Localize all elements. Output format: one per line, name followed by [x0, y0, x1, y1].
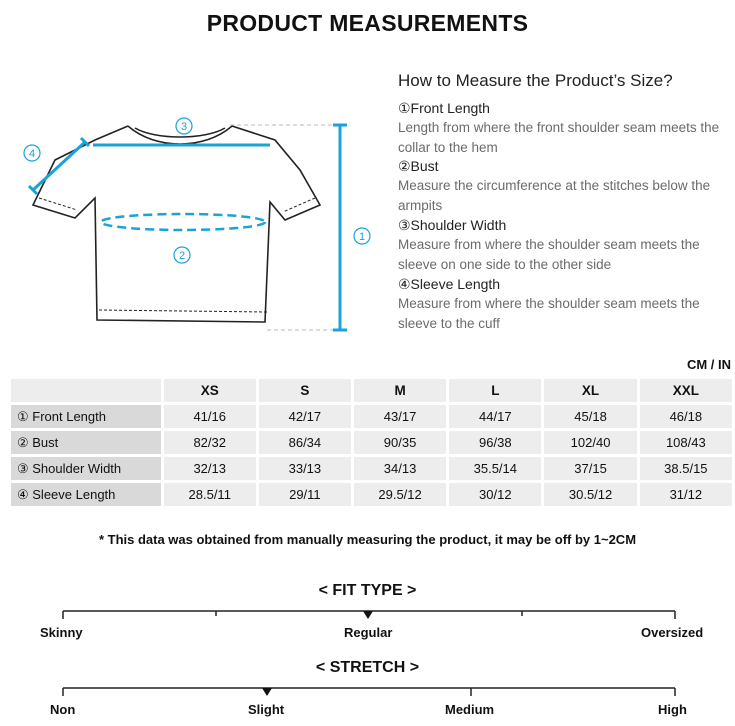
measurement-note: * This data was obtained from manually measuring the product, it may be off by 1~2CM — [98, 532, 637, 547]
stretch-scale — [55, 680, 685, 700]
table-cell: 29/11 — [259, 483, 351, 506]
table-row — [11, 457, 732, 480]
marker-1: 1 — [358, 231, 366, 243]
row-label: ② Bust — [11, 431, 161, 454]
fit-type-title: < FIT TYPE > — [318, 582, 417, 599]
table-cell: 42/17 — [259, 405, 351, 428]
table-cell: 29.5/12 — [354, 483, 446, 506]
table-cell: 32/13 — [164, 457, 256, 480]
table-row — [11, 483, 732, 506]
row-label: ④ Sleeve Length — [11, 483, 161, 506]
table-cell: 90/35 — [354, 431, 446, 454]
fit-label-skinny: Skinny — [40, 625, 83, 640]
size-header-l: L — [449, 379, 541, 402]
marker-4: 4 — [28, 148, 36, 160]
row-label: ③ Shoulder Width — [11, 457, 161, 480]
row-label: ① Front Length — [11, 405, 161, 428]
table-row — [11, 431, 732, 454]
table-cell: 28.5/11 — [164, 483, 256, 506]
table-cell: 35.5/14 — [449, 457, 541, 480]
size-header-xs: XS — [164, 379, 256, 402]
table-cell: 96/38 — [449, 431, 541, 454]
table-corner — [11, 379, 161, 402]
howto-item-desc: Measure from where the shoulder seam meets the sleeve to the cuff — [398, 296, 700, 331]
table-cell: 30/12 — [449, 483, 541, 506]
table-cell: 82/32 — [164, 431, 256, 454]
table-cell: 41/16 — [164, 405, 256, 428]
stretch-label-medium: Medium — [445, 702, 495, 717]
table-cell: 33/13 — [259, 457, 351, 480]
size-table — [8, 376, 735, 509]
table-cell: 108/43 — [640, 431, 732, 454]
howto-heading: How to Measure the Product’s Size? — [398, 71, 673, 90]
howto-item-desc: Measure from where the shoulder seam meets the sleeve on one side to the other side — [398, 237, 700, 272]
tshirt-outline — [33, 126, 320, 322]
unit-label: CM / IN — [686, 357, 731, 372]
fit-type-scale — [55, 603, 685, 623]
howto-item-label: ①Front Length — [398, 100, 490, 116]
marker-2: 2 — [178, 250, 186, 262]
howto-item-label: ④Sleeve Length — [398, 276, 501, 292]
fit-label-oversized: Oversized — [641, 625, 704, 640]
stretch-label-non: Non — [50, 702, 76, 717]
page-title: PRODUCT MEASUREMENTS — [206, 10, 529, 36]
marker-3: 3 — [180, 121, 188, 133]
table-cell: 44/17 — [449, 405, 541, 428]
fit-label-regular: Regular — [344, 625, 393, 640]
tshirt-measurement-diagram — [15, 110, 385, 340]
size-header-m: M — [354, 379, 446, 402]
table-cell: 43/17 — [354, 405, 446, 428]
stretch-label-slight: Slight — [248, 702, 285, 717]
table-header-row — [11, 379, 732, 402]
sleeve-length-line — [33, 142, 85, 190]
howto-item-label: ③Shoulder Width — [398, 217, 507, 233]
table-cell: 45/18 — [544, 405, 636, 428]
table-cell: 37/15 — [544, 457, 636, 480]
stretch-label-high: High — [658, 702, 687, 717]
table-cell: 86/34 — [259, 431, 351, 454]
table-cell: 34/13 — [354, 457, 446, 480]
bust-line — [101, 214, 265, 230]
table-cell: 38.5/15 — [640, 457, 732, 480]
table-cell: 31/12 — [640, 483, 732, 506]
fit-type-pointer — [363, 611, 373, 619]
table-cell: 102/40 — [544, 431, 636, 454]
table-cell: 46/18 — [640, 405, 732, 428]
table-row — [11, 405, 732, 428]
howto-item-label: ②Bust — [398, 158, 439, 174]
size-header-xxl: XXL — [640, 379, 732, 402]
table-cell: 30.5/12 — [544, 483, 636, 506]
howto-item-desc: Measure the circumference at the stitches below the armpits — [398, 178, 711, 213]
size-header-s: S — [259, 379, 351, 402]
stretch-pointer — [262, 688, 272, 696]
stretch-title: < STRETCH > — [315, 659, 420, 676]
howto-item-desc: Length from where the front shoulder seam meets the collar to the hem — [398, 120, 720, 155]
size-header-xl: XL — [544, 379, 636, 402]
